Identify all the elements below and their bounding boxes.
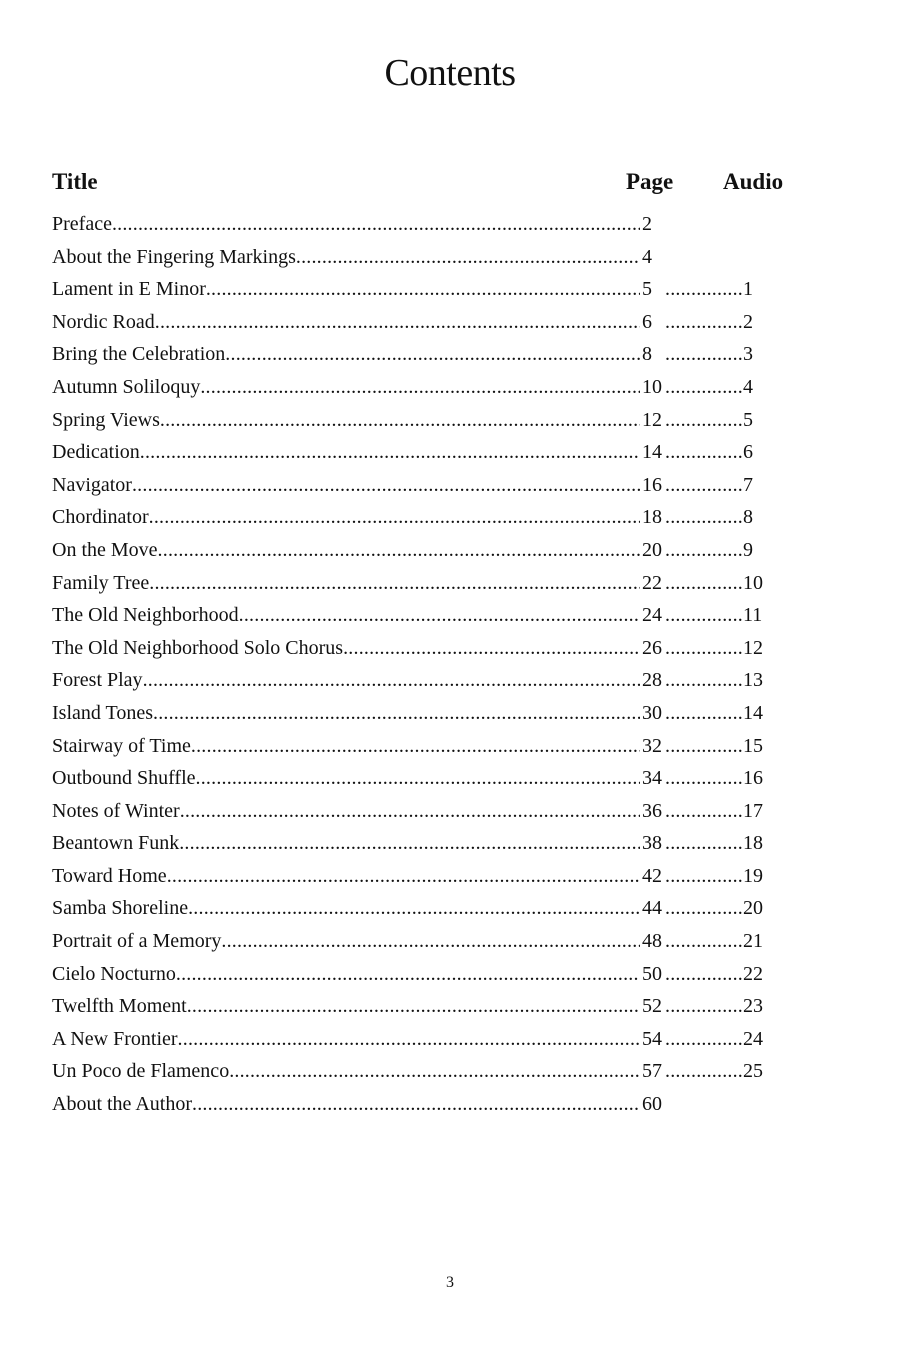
toc-entry-page: 14 xyxy=(642,436,662,469)
toc-entry-page: 4 xyxy=(642,241,652,274)
toc-entry-audio: 22 xyxy=(742,958,763,991)
toc-entry-audio-leader xyxy=(665,762,743,795)
toc-entry-title xyxy=(52,599,640,632)
toc-entry-audio-leader xyxy=(665,599,743,632)
toc-entry[interactable] xyxy=(52,501,792,534)
toc-entry-title xyxy=(52,371,640,404)
toc-entry-title xyxy=(52,925,640,958)
toc-entry-audio: 17 xyxy=(742,795,763,828)
toc-entry-audio-leader xyxy=(665,371,743,404)
toc-entry-audio-leader xyxy=(665,436,743,469)
toc-entry[interactable] xyxy=(52,404,792,437)
page-title: Contents xyxy=(384,52,516,94)
toc-entry-title-text: Twelfth Moment xyxy=(52,995,187,1018)
toc-entry-title-text: Samba Shoreline xyxy=(52,897,189,920)
toc-entry[interactable] xyxy=(52,208,792,241)
toc-entry-page: 30 xyxy=(642,697,662,730)
toc-entry-audio: 13 xyxy=(742,664,763,697)
toc-entry-title-text: Chordinator xyxy=(52,506,149,529)
header-audio: Audio xyxy=(723,169,784,194)
toc-entry-audio: 5 xyxy=(742,404,753,437)
toc-entry[interactable] xyxy=(52,469,792,502)
toc-entry-audio-leader xyxy=(665,925,743,958)
toc-entry-title xyxy=(52,860,640,893)
toc-entry-title-text: A New Frontier xyxy=(52,1027,178,1050)
toc-entry-audio-leader xyxy=(665,860,743,893)
toc-entry-audio-leader xyxy=(665,273,743,306)
toc-entry[interactable] xyxy=(52,436,792,469)
toc-entry-title-text: Cielo Nocturno xyxy=(52,962,176,985)
toc-entry-title xyxy=(52,795,640,828)
toc-entry-page: 38 xyxy=(642,827,662,860)
toc-entry-audio: 24 xyxy=(742,1023,763,1056)
toc-entry-audio-leader xyxy=(665,338,743,371)
toc-entry-page: 36 xyxy=(642,795,662,828)
toc-entry[interactable] xyxy=(52,730,792,763)
toc-entry-audio-leader xyxy=(665,534,743,567)
toc-entry-page: 18 xyxy=(642,501,662,534)
toc-entry-title-text: On the Move xyxy=(52,538,158,561)
toc-entry-audio-leader xyxy=(665,567,743,600)
toc-entry-page: 2 xyxy=(642,208,652,241)
toc-entry-audio-leader xyxy=(665,892,743,925)
toc-entry[interactable] xyxy=(52,534,792,567)
toc-entry-title-text: Outbound Shuffle xyxy=(52,767,196,790)
toc-entry-audio: 16 xyxy=(742,762,763,795)
toc-entry-audio-leader xyxy=(665,1055,743,1088)
toc-entry-audio-leader xyxy=(665,501,743,534)
toc-entry-title xyxy=(52,208,640,241)
toc-entry-audio: 8 xyxy=(742,501,753,534)
toc-entry-page: 5 xyxy=(642,273,652,306)
toc-entry-title xyxy=(52,632,640,665)
toc-entry-page: 57 xyxy=(642,1055,662,1088)
toc-entry-audio-leader xyxy=(665,697,743,730)
toc-entry-title xyxy=(52,697,640,730)
toc-entry-page: 26 xyxy=(642,632,662,665)
toc-entry[interactable] xyxy=(52,958,792,991)
toc-entry-title xyxy=(52,730,640,763)
toc-entry-audio: 9 xyxy=(742,534,753,567)
toc-entry-title xyxy=(52,567,640,600)
toc-entry-title xyxy=(52,1023,640,1056)
toc-entry-title-text: Dedication xyxy=(52,441,140,464)
toc-entry[interactable] xyxy=(52,371,792,404)
toc-entry-title xyxy=(52,534,640,567)
toc-entry-title-text: Island Tones xyxy=(52,701,153,724)
toc-entry[interactable] xyxy=(52,925,792,958)
toc-entry-title-text: Preface xyxy=(52,213,112,235)
toc-entry-title xyxy=(52,892,640,925)
toc-entry[interactable] xyxy=(52,860,792,893)
toc-entry-audio: 23 xyxy=(742,990,763,1023)
toc-entry-title-text: Stairway of Time xyxy=(52,734,191,757)
toc-entry-audio: 18 xyxy=(742,827,763,860)
toc-entry-page: 44 xyxy=(642,892,662,925)
header-title: Title xyxy=(52,169,98,194)
toc-entry-title-text: About the Author xyxy=(52,1093,192,1116)
toc-entry[interactable] xyxy=(52,1055,792,1088)
toc-entry-title xyxy=(52,1088,640,1121)
toc-entry-audio-leader xyxy=(665,1023,743,1056)
toc-entry[interactable] xyxy=(52,1023,792,1056)
toc-entry-title-text: Nordic Road xyxy=(52,310,155,333)
toc-entry-page: 16 xyxy=(642,469,662,502)
toc-entry-title xyxy=(52,241,640,274)
toc-entry[interactable] xyxy=(52,892,792,925)
toc-entry-page: 50 xyxy=(642,958,662,991)
toc-entry-audio-leader xyxy=(665,469,743,502)
toc-entry-title-text: Beantown Funk xyxy=(52,832,180,855)
toc-entry-audio: 19 xyxy=(742,860,763,893)
toc-entry-page: 20 xyxy=(642,534,662,567)
toc-entry-audio-leader xyxy=(665,664,743,697)
toc-entry-audio-leader xyxy=(665,632,743,665)
toc-entry[interactable] xyxy=(52,632,792,665)
toc-entry-audio: 3 xyxy=(742,338,753,371)
toc-entry[interactable] xyxy=(52,338,792,371)
toc-entry-title-text: Autumn Soliloquy xyxy=(52,375,201,398)
toc-entry[interactable] xyxy=(52,795,792,828)
toc-entry[interactable] xyxy=(52,306,792,339)
toc-entry-page: 54 xyxy=(642,1023,662,1056)
header-page: Page xyxy=(626,169,674,194)
toc-entry-page: 48 xyxy=(642,925,662,958)
toc-entry-title-text: Lament in E Minor xyxy=(52,278,206,301)
toc-entry-page: 32 xyxy=(642,730,662,763)
toc-entry-title xyxy=(52,469,640,502)
toc-list xyxy=(52,208,792,1121)
toc-entry-audio-leader xyxy=(665,730,743,763)
toc-entry-title-text: Toward Home xyxy=(52,864,167,887)
toc-entry-title xyxy=(52,827,640,860)
toc-entry-audio-leader xyxy=(665,306,743,339)
toc-entry-audio: 20 xyxy=(742,892,763,925)
toc-entry-page: 24 xyxy=(642,599,662,632)
toc-entry-audio: 1 xyxy=(742,273,753,306)
toc-entry-audio-leader xyxy=(665,958,743,991)
toc-entry[interactable] xyxy=(52,762,792,795)
toc-entry-title-text: Un Poco de Flamenco xyxy=(52,1060,230,1083)
toc-entry-audio-leader xyxy=(665,827,743,860)
toc-entry-title xyxy=(52,664,640,697)
toc-entry-title-text: Navigator xyxy=(52,473,132,496)
toc-entry[interactable] xyxy=(52,567,792,600)
toc-entry-title-text: Bring the Celebration xyxy=(52,343,226,366)
toc-entry-audio: 10 xyxy=(742,567,763,600)
toc-entry-title-text: The Old Neighborhood xyxy=(52,604,239,627)
toc-entry[interactable] xyxy=(52,599,792,632)
toc-entry-audio-leader xyxy=(665,795,743,828)
toc-entry-audio-leader xyxy=(665,990,743,1023)
toc-entry-page: 6 xyxy=(642,306,652,339)
toc-entry-audio: 21 xyxy=(742,925,763,958)
toc-entry-audio: 15 xyxy=(742,730,763,763)
toc-entry[interactable] xyxy=(52,827,792,860)
toc-entry-title-text: Spring Views xyxy=(52,408,160,431)
toc-entry[interactable] xyxy=(52,273,792,306)
toc-entry-title-text: The Old Neighborhood Solo Chorus xyxy=(52,636,344,659)
toc-entry-audio: 2 xyxy=(742,306,753,339)
toc-entry-audio: 14 xyxy=(742,697,763,730)
toc-entry[interactable] xyxy=(52,664,792,697)
toc-entry-title-text: Family Tree xyxy=(52,571,150,594)
toc-entry-page: 28 xyxy=(642,664,662,697)
toc-entry-page: 12 xyxy=(642,404,662,437)
toc-entry-page: 42 xyxy=(642,860,662,893)
toc-entry-page: 34 xyxy=(642,762,662,795)
toc-entry-audio: 4 xyxy=(742,371,753,404)
toc-entry-title xyxy=(52,762,640,795)
toc-entry[interactable] xyxy=(52,1088,792,1121)
toc-entry-audio: 6 xyxy=(742,436,753,469)
toc-entry-title xyxy=(52,404,640,437)
toc-entry[interactable] xyxy=(52,697,792,730)
toc-entry-page: 22 xyxy=(642,567,662,600)
toc-entry-audio: 11 xyxy=(742,599,762,632)
toc-entry-title xyxy=(52,990,640,1023)
toc-entry-title xyxy=(52,1055,640,1088)
toc-entry-title-text: Forest Play xyxy=(52,669,143,692)
toc-entry-audio: 25 xyxy=(742,1055,763,1088)
toc-header xyxy=(52,166,792,198)
toc-entry-title xyxy=(52,338,640,371)
toc-entry-page: 8 xyxy=(642,338,652,371)
toc-entry-title xyxy=(52,306,640,339)
toc-entry[interactable] xyxy=(52,241,792,274)
toc-entry-title xyxy=(52,958,640,991)
toc-entry-page: 10 xyxy=(642,371,662,404)
toc-entry[interactable] xyxy=(52,990,792,1023)
toc-entry-audio: 7 xyxy=(742,469,753,502)
page-number: 3 xyxy=(446,1274,454,1291)
toc-entry-title-text: Notes of Winter xyxy=(52,799,180,822)
toc-entry-audio: 12 xyxy=(742,632,763,665)
toc-entry-title xyxy=(52,501,640,534)
toc-entry-page: 52 xyxy=(642,990,662,1023)
toc-entry-page: 60 xyxy=(642,1088,662,1121)
toc-entry-title-text: Portrait of a Memory xyxy=(52,930,222,953)
toc-entry-audio-leader xyxy=(665,404,743,437)
toc-entry-title xyxy=(52,436,640,469)
toc-entry-title xyxy=(52,273,640,306)
toc-entry-title-text: About the Fingering Markings xyxy=(52,245,296,268)
